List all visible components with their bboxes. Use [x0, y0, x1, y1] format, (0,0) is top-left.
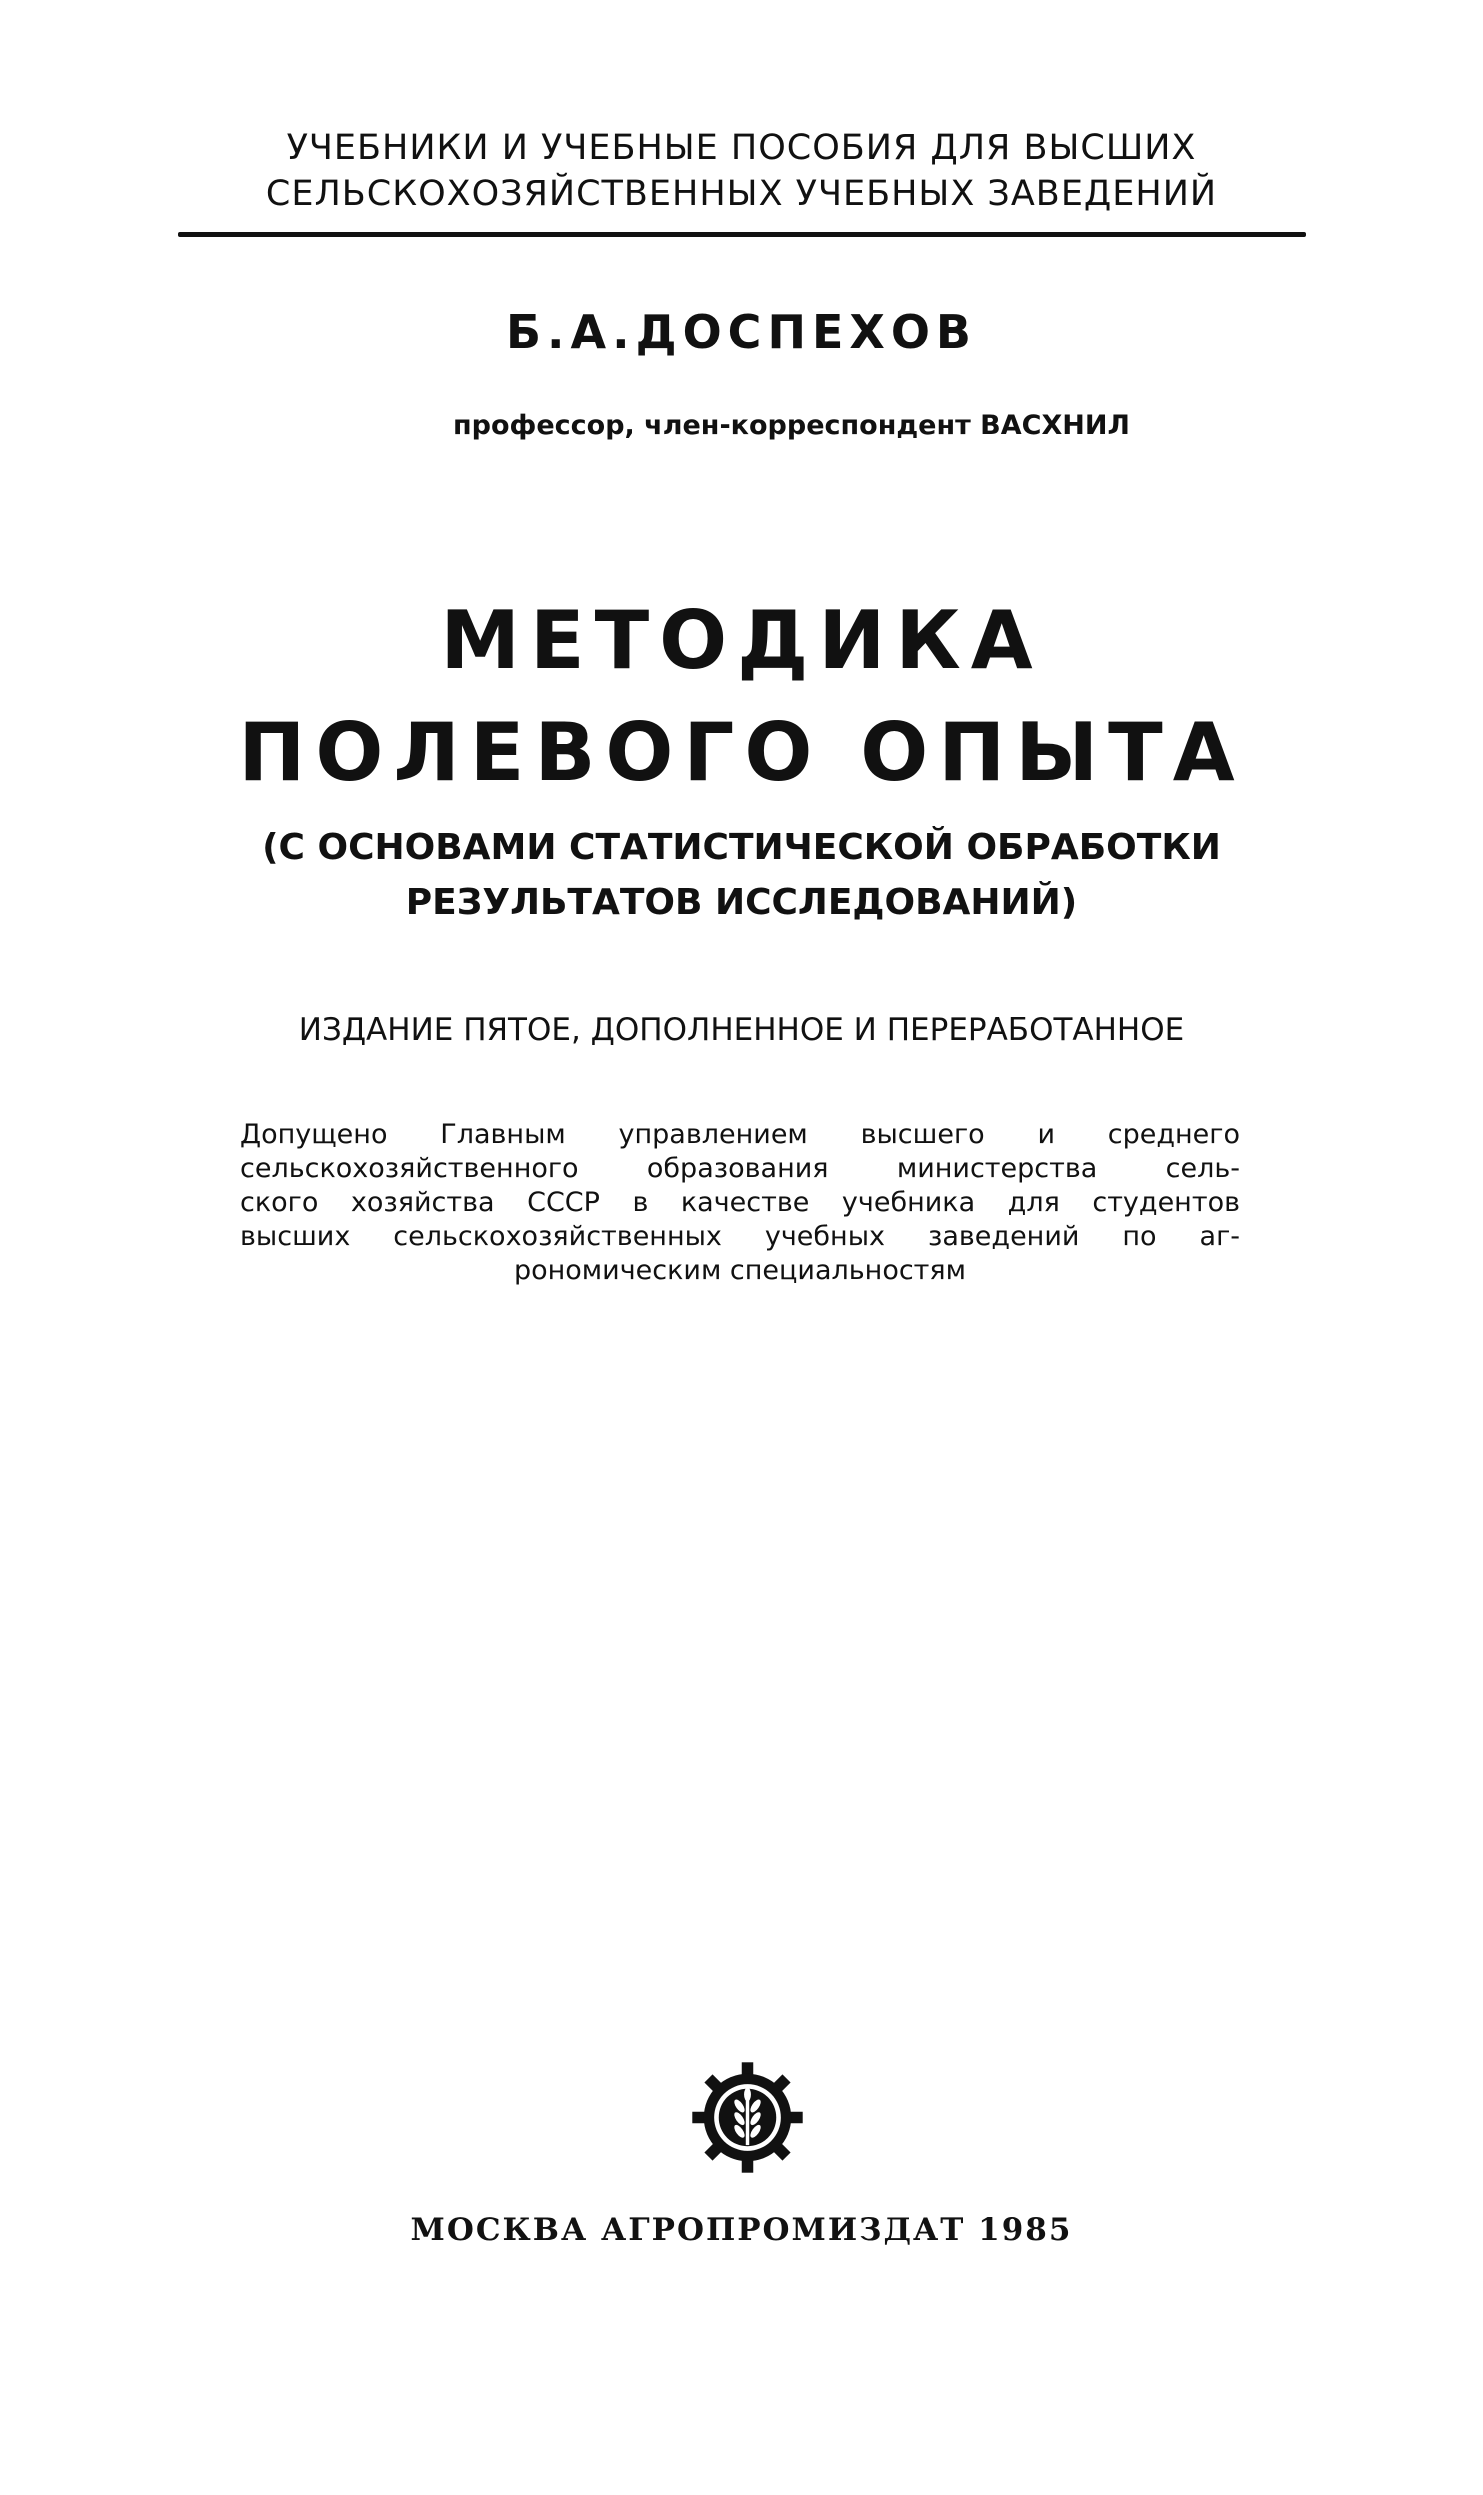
book-title-line-2: ПОЛЕВОГО ОПЫТА [238, 706, 1245, 799]
edition-note: ИЗДАНИЕ ПЯТОЕ, ДОПОЛНЕННОЕ И ПЕРЕРАБОТАННОЕ [298, 1012, 1185, 1048]
series-heading [0, 125, 1483, 217]
header-rule [178, 232, 1306, 237]
series-line-1: УЧЕБНИКИ И УЧЕБНЫЕ ПОСОБИЯ ДЛЯ ВЫСШИХ [286, 128, 1197, 168]
author-position: профессор, член-корреспондент ВАСХНИЛ [453, 410, 1130, 441]
book-title-line-1: МЕТОДИКА [440, 594, 1043, 687]
book-subtitle [0, 820, 1483, 930]
book-subtitle-line-1: (С ОСНОВАМИ СТАТИСТИЧЕСКОЙ ОБРАБОТКИ [262, 827, 1221, 868]
approval-line-3: ского хозяйства СССР в качестве учебника для студентов [240, 1187, 1240, 1218]
series-line-2: СЕЛЬСКОХОЗЯЙСТВЕННЫХ УЧЕБНЫХ ЗАВЕДЕНИЙ [265, 174, 1218, 214]
approval-line-2: сельскохозяйственного образования министерства сель- [240, 1153, 1240, 1184]
publisher-imprint: МОСКВА АГРОПРОМИЗДАТ 1985 [410, 2212, 1073, 2248]
book-subtitle-line-2: РЕЗУЛЬТАТОВ ИССЛЕДОВАНИЙ) [405, 882, 1078, 923]
approval-line-1: Допущено Главным управлением высшего и среднего [240, 1119, 1240, 1150]
approval-line-5: рономическим специальностям [513, 1255, 967, 1286]
publisher-emblem-icon [690, 2060, 805, 2175]
approval-line-4: высших сельскохозяйственных учебных заведений по аг- [240, 1221, 1240, 1252]
book-title [0, 585, 1483, 809]
author-name: Б.А.ДОСПЕХОВ [506, 305, 977, 359]
approval-note [240, 1118, 1240, 1288]
